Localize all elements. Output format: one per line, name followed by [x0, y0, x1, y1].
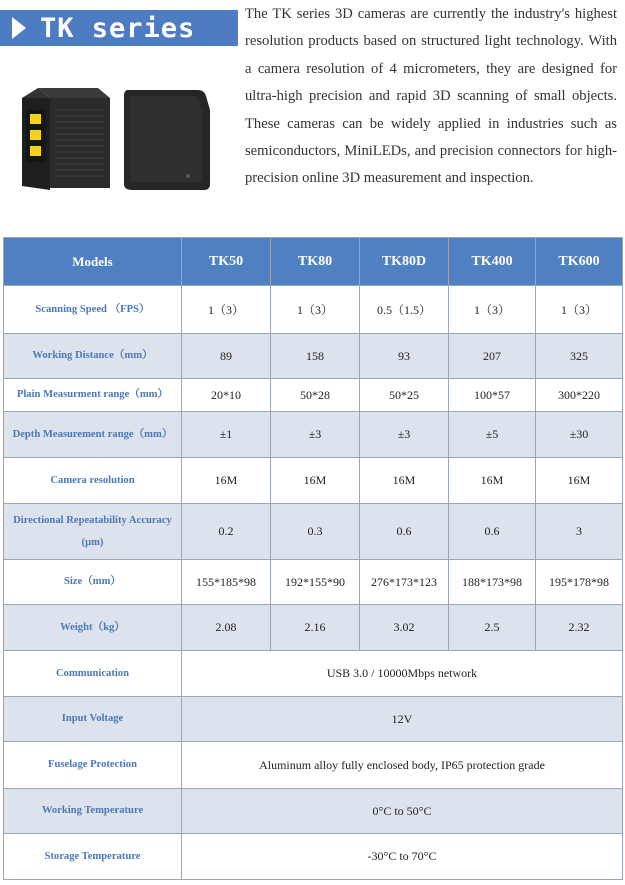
table-cell: ±5	[449, 412, 536, 458]
table-cell: 2.5	[449, 605, 536, 651]
table-cell: 89	[182, 334, 271, 379]
table-cell: 12V	[182, 697, 623, 742]
table-cell: ±1	[182, 412, 271, 458]
table-cell: ±3	[271, 412, 360, 458]
camera-back-view	[124, 90, 210, 190]
table-cell: 50*28	[271, 379, 360, 412]
table-row	[4, 834, 623, 880]
series-title: TK series	[40, 12, 196, 44]
table-cell: 93	[360, 334, 449, 379]
table-cell: 188*173*98	[449, 560, 536, 605]
table-cell: Aluminum alloy fully enclosed body, IP65 protection grade	[182, 742, 623, 789]
table-cell: -30°C to 70°C	[182, 834, 623, 880]
product-image	[0, 80, 238, 200]
table-cell: 0°C to 50°C	[182, 789, 623, 834]
row-label: Storage Temperature	[4, 834, 182, 880]
spec-table	[3, 237, 623, 880]
table-row	[4, 560, 623, 605]
table-cell: 2.16	[271, 605, 360, 651]
row-label: Depth Measurement range（mm）	[4, 412, 182, 458]
table-cell: 0.6	[360, 504, 449, 560]
table-cell: 0.2	[182, 504, 271, 560]
table-cell: 0.3	[271, 504, 360, 560]
table-row	[4, 789, 623, 834]
row-label: Plain Measurment range（mm）	[4, 379, 182, 412]
lens-light-icon	[30, 130, 41, 140]
table-cell: 100*57	[449, 379, 536, 412]
table-cell: 195*178*98	[536, 560, 623, 605]
row-label: Directional Repeatability Accuracy (μm)	[4, 504, 182, 560]
table-cell: USB 3.0 / 10000Mbps network	[182, 651, 623, 697]
row-label: Size（mm）	[4, 560, 182, 605]
table-row	[4, 286, 623, 334]
table-cell: 20*10	[182, 379, 271, 412]
table-cell: ±30	[536, 412, 623, 458]
model-tk80d: TK80D	[360, 238, 449, 286]
table-row	[4, 605, 623, 651]
table-cell: 16M	[449, 458, 536, 504]
row-label: Input Voltage	[4, 697, 182, 742]
table-cell: 16M	[536, 458, 623, 504]
table-cell: 2.32	[536, 605, 623, 651]
table-cell: 1（3）	[271, 286, 360, 334]
table-header-row	[4, 238, 623, 286]
table-row	[4, 504, 623, 560]
table-cell: ±3	[360, 412, 449, 458]
camera-front-view	[22, 88, 110, 190]
series-banner	[0, 10, 238, 46]
row-label: Camera resolution	[4, 458, 182, 504]
table-cell: 1（3）	[449, 286, 536, 334]
table-cell: 325	[536, 334, 623, 379]
table-cell: 16M	[182, 458, 271, 504]
model-tk600: TK600	[536, 238, 623, 286]
row-label: Communication	[4, 651, 182, 697]
table-row	[4, 379, 623, 412]
table-cell: 155*185*98	[182, 560, 271, 605]
model-tk400: TK400	[449, 238, 536, 286]
table-cell: 16M	[271, 458, 360, 504]
table-cell: 276*173*123	[360, 560, 449, 605]
table-row	[4, 651, 623, 697]
table-cell: 300*220	[536, 379, 623, 412]
table-cell: 1（3）	[182, 286, 271, 334]
table-cell: 158	[271, 334, 360, 379]
table-cell: 16M	[360, 458, 449, 504]
table-row	[4, 412, 623, 458]
table-row	[4, 697, 623, 742]
row-label: Working Distance（mm）	[4, 334, 182, 379]
row-label: Working Temperature	[4, 789, 182, 834]
model-tk80: TK80	[271, 238, 360, 286]
table-row	[4, 742, 623, 789]
table-cell: 192*155*90	[271, 560, 360, 605]
table-cell: 2.08	[182, 605, 271, 651]
models-header: Models	[4, 238, 182, 286]
model-tk50: TK50	[182, 238, 271, 286]
intro-paragraph: The TK series 3D cameras are currently the industry's highest resolution products based on structured light technology. With a camera resolution of 4 micrometers, they are designed for ultra-high precision and rapid 3D scanning of small objects. These cameras can be widely applied in industries such as semiconductors, MiniLEDs, and precision connectors for high-precision online 3D measurement and inspection.	[245, 6, 617, 187]
play-arrow-icon	[12, 17, 26, 39]
row-label: Weight（kg）	[4, 605, 182, 651]
table-row	[4, 334, 623, 379]
table-cell: 3.02	[360, 605, 449, 651]
table-cell: 3	[536, 504, 623, 560]
lens-light-icon	[30, 146, 41, 156]
table-row	[4, 458, 623, 504]
lens-light-icon	[30, 114, 41, 124]
table-cell: 1（3）	[536, 286, 623, 334]
table-cell: 207	[449, 334, 536, 379]
table-cell: 0.5（1.5）	[360, 286, 449, 334]
row-label: Scanning Speed （FPS）	[4, 286, 182, 334]
row-label: Fuselage Protection	[4, 742, 182, 789]
table-cell: 50*25	[360, 379, 449, 412]
table-cell: 0.6	[449, 504, 536, 560]
